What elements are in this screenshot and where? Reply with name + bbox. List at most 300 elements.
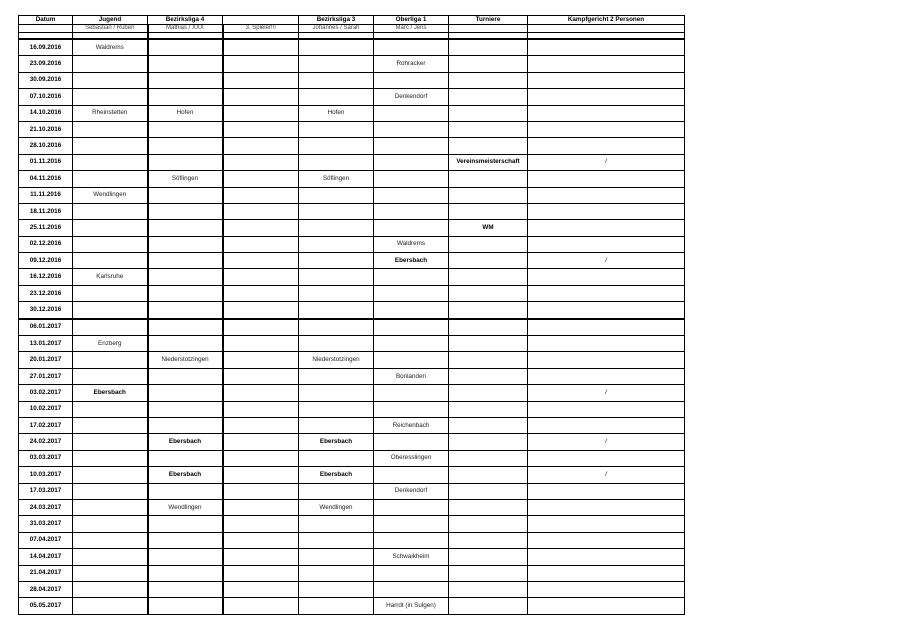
jugend-cell: [73, 549, 148, 565]
turniere-cell: [449, 56, 528, 72]
schedule-row: [19, 56, 685, 72]
bezirksliga3-cell: [299, 532, 374, 548]
schedule-row: [19, 581, 685, 597]
subheader-jugend: Sebastian / Ruben: [73, 25, 148, 33]
bezirksliga4-cell: Ebersbach: [148, 434, 223, 450]
bezirksliga4-cell: [148, 581, 223, 597]
schedule-row: [19, 319, 685, 336]
oberliga1-cell: [374, 401, 449, 417]
spieler3-cell: [223, 352, 299, 368]
turniere-cell: [449, 483, 528, 499]
bezirksliga4-cell: [148, 549, 223, 565]
bezirksliga4-cell: [148, 154, 223, 170]
kampfgericht-cell: [528, 499, 685, 515]
jugend-cell: [73, 352, 148, 368]
bezirksliga3-cell: [299, 516, 374, 532]
kampfgericht-cell: /: [528, 467, 685, 483]
jugend-cell: [73, 220, 148, 236]
kampfgericht-cell: /: [528, 385, 685, 401]
schedule-row: [19, 532, 685, 548]
date-cell: 31.03.2017: [19, 516, 73, 532]
spieler3-cell: [223, 417, 299, 433]
bezirksliga4-cell: [148, 56, 223, 72]
bezirksliga4-cell: [148, 39, 223, 56]
spieler3-cell: [223, 236, 299, 252]
col-header-bezirksliga3: Bezirksliga 3: [299, 16, 374, 25]
kampfgericht-cell: [528, 171, 685, 187]
col-header-turniere: Turniere: [449, 16, 528, 25]
jugend-cell: [73, 236, 148, 252]
bezirksliga4-cell: [148, 598, 223, 614]
kampfgericht-cell: [528, 39, 685, 56]
kampfgericht-cell: [528, 368, 685, 384]
bezirksliga3-cell: [299, 72, 374, 88]
schedule-row: [19, 121, 685, 137]
bezirksliga3-cell: Söflingen: [299, 171, 374, 187]
oberliga1-cell: [374, 203, 449, 219]
bezirksliga4-cell: Hofen: [148, 105, 223, 121]
bezirksliga4-cell: [148, 302, 223, 319]
spieler3-cell: [223, 581, 299, 597]
oberliga1-cell: [374, 121, 449, 137]
bezirksliga4-cell: [148, 72, 223, 88]
kampfgericht-cell: [528, 269, 685, 285]
jugend-cell: [73, 434, 148, 450]
bezirksliga4-cell: [148, 401, 223, 417]
oberliga1-cell: Harrdt (in Sulgen): [374, 598, 449, 614]
bezirksliga4-cell: [148, 483, 223, 499]
kampfgericht-cell: [528, 72, 685, 88]
spieler3-cell: [223, 187, 299, 203]
bezirksliga4-cell: [148, 285, 223, 301]
spieler3-cell: [223, 285, 299, 301]
turniere-cell: [449, 39, 528, 56]
schedule-row: [19, 236, 685, 252]
jugend-cell: [73, 89, 148, 105]
kampfgericht-cell: [528, 203, 685, 219]
bezirksliga3-cell: [299, 39, 374, 56]
schedule-row: [19, 89, 685, 105]
spieler3-cell: [223, 516, 299, 532]
date-cell: 23.12.2016: [19, 285, 73, 301]
jugend-cell: [73, 203, 148, 219]
turniere-cell: [449, 187, 528, 203]
oberliga1-cell: [374, 138, 449, 154]
turniere-cell: [449, 236, 528, 252]
turniere-cell: [449, 385, 528, 401]
kampfgericht-cell: [528, 138, 685, 154]
bezirksliga3-cell: [299, 368, 374, 384]
spieler3-cell: [223, 401, 299, 417]
oberliga1-cell: Waldrems: [374, 236, 449, 252]
jugend-cell: [73, 121, 148, 137]
bezirksliga3-cell: Wendlingen: [299, 499, 374, 515]
oberliga1-cell: Rohracker: [374, 56, 449, 72]
kampfgericht-cell: [528, 483, 685, 499]
col-header-spieler3: [223, 16, 299, 25]
jugend-cell: [73, 302, 148, 319]
bezirksliga4-cell: [148, 269, 223, 285]
date-cell: 24.03.2017: [19, 499, 73, 515]
date-cell: 21.10.2016: [19, 121, 73, 137]
oberliga1-cell: Schwaikheim: [374, 549, 449, 565]
bezirksliga4-cell: [148, 319, 223, 336]
oberliga1-cell: [374, 319, 449, 336]
bezirksliga3-cell: [299, 417, 374, 433]
jugend-cell: Karlsruhe: [73, 269, 148, 285]
oberliga1-cell: [374, 220, 449, 236]
oberliga1-cell: [374, 39, 449, 56]
subheader-datum: [19, 25, 73, 33]
date-cell: 20.01.2017: [19, 352, 73, 368]
jugend-cell: Enzberg: [73, 336, 148, 352]
col-header-oberliga1: Oberliga 1: [374, 16, 449, 25]
oberliga1-cell: [374, 516, 449, 532]
oberliga1-cell: [374, 171, 449, 187]
date-cell: 21.04.2017: [19, 565, 73, 581]
spieler3-cell: [223, 499, 299, 515]
turniere-cell: [449, 352, 528, 368]
oberliga1-cell: Reichenbach: [374, 417, 449, 433]
jugend-cell: [73, 319, 148, 336]
schedule-row: [19, 401, 685, 417]
schedule-row: [19, 434, 685, 450]
turniere-cell: WM: [449, 220, 528, 236]
kampfgericht-cell: [528, 450, 685, 466]
spieler3-cell: [223, 450, 299, 466]
spieler3-cell: [223, 269, 299, 285]
date-cell: 07.10.2016: [19, 89, 73, 105]
spieler3-cell: [223, 319, 299, 336]
jugend-cell: [73, 499, 148, 515]
turniere-cell: [449, 499, 528, 515]
kampfgericht-cell: [528, 565, 685, 581]
bezirksliga3-cell: [299, 56, 374, 72]
jugend-cell: [73, 56, 148, 72]
date-cell: 10.02.2017: [19, 401, 73, 417]
jugend-cell: [73, 581, 148, 597]
jugend-cell: [73, 253, 148, 269]
date-cell: 09.12.2016: [19, 253, 73, 269]
bezirksliga4-cell: [148, 121, 223, 137]
turniere-cell: [449, 138, 528, 154]
turniere-cell: Vereinsmeisterschaft: [449, 154, 528, 170]
schedule-row: [19, 220, 685, 236]
turniere-cell: [449, 434, 528, 450]
turniere-cell: [449, 368, 528, 384]
date-cell: 30.09.2016: [19, 72, 73, 88]
oberliga1-cell: [374, 532, 449, 548]
bezirksliga3-cell: [299, 565, 374, 581]
kampfgericht-cell: [528, 581, 685, 597]
schedule-row: [19, 285, 685, 301]
bezirksliga3-cell: [299, 138, 374, 154]
turniere-cell: [449, 302, 528, 319]
spieler3-cell: [223, 532, 299, 548]
jugend-cell: [73, 516, 148, 532]
bezirksliga4-cell: Wendlingen: [148, 499, 223, 515]
schedule-row: [19, 105, 685, 121]
date-cell: 24.02.2017: [19, 434, 73, 450]
bezirksliga4-cell: [148, 368, 223, 384]
spieler3-cell: [223, 598, 299, 614]
bezirksliga3-cell: [299, 319, 374, 336]
subheader-bezirksliga3: Johannes / Sarah: [299, 25, 374, 33]
spieler3-cell: [223, 302, 299, 319]
oberliga1-cell: [374, 105, 449, 121]
turniere-cell: [449, 549, 528, 565]
oberliga1-cell: [374, 467, 449, 483]
bezirksliga3-cell: [299, 236, 374, 252]
spieler3-cell: [223, 220, 299, 236]
kampfgericht-cell: [528, 302, 685, 319]
bezirksliga4-cell: [148, 516, 223, 532]
kampfgericht-cell: /: [528, 434, 685, 450]
schedule-row: [19, 565, 685, 581]
jugend-cell: [73, 565, 148, 581]
col-header-datum: Datum: [19, 16, 73, 25]
oberliga1-cell: Bonlanden: [374, 368, 449, 384]
turniere-cell: [449, 336, 528, 352]
spieler3-cell: [223, 203, 299, 219]
schedule-row: [19, 467, 685, 483]
jugend-cell: Ebersbach: [73, 385, 148, 401]
kampfgericht-cell: [528, 598, 685, 614]
date-cell: 01.11.2016: [19, 154, 73, 170]
schedule-row: [19, 352, 685, 368]
jugend-cell: Waldrems: [73, 39, 148, 56]
kampfgericht-cell: [528, 532, 685, 548]
spieler3-cell: [223, 39, 299, 56]
oberliga1-cell: Ebersbach: [374, 253, 449, 269]
kampfgericht-cell: [528, 236, 685, 252]
kampfgericht-cell: [528, 285, 685, 301]
schedule-row: [19, 483, 685, 499]
bezirksliga3-cell: [299, 269, 374, 285]
oberliga1-cell: Denkendorf: [374, 89, 449, 105]
col-header-jugend: Jugend: [73, 16, 148, 25]
oberliga1-cell: [374, 154, 449, 170]
date-cell: 17.03.2017: [19, 483, 73, 499]
oberliga1-cell: Denkendorf: [374, 483, 449, 499]
schedule-row: [19, 302, 685, 319]
jugend-cell: [73, 598, 148, 614]
spieler3-cell: [223, 565, 299, 581]
turniere-cell: [449, 253, 528, 269]
bezirksliga4-cell: [148, 203, 223, 219]
schedule-row: [19, 549, 685, 565]
kampfgericht-cell: [528, 549, 685, 565]
bezirksliga3-cell: [299, 187, 374, 203]
jugend-cell: [73, 483, 148, 499]
schedule-row: [19, 516, 685, 532]
date-cell: 17.02.2017: [19, 417, 73, 433]
bezirksliga3-cell: [299, 385, 374, 401]
schedule-row: [19, 417, 685, 433]
schedule-row: [19, 171, 685, 187]
turniere-cell: [449, 105, 528, 121]
bezirksliga4-cell: [148, 565, 223, 581]
spieler3-cell: [223, 253, 299, 269]
date-cell: 14.04.2017: [19, 549, 73, 565]
bezirksliga3-cell: [299, 401, 374, 417]
bezirksliga4-cell: Söflingen: [148, 171, 223, 187]
date-cell: 11.11.2016: [19, 187, 73, 203]
bezirksliga4-cell: [148, 417, 223, 433]
spieler3-cell: [223, 467, 299, 483]
spieler3-cell: [223, 154, 299, 170]
oberliga1-cell: [374, 352, 449, 368]
date-cell: 16.09.2016: [19, 39, 73, 56]
bezirksliga4-cell: [148, 138, 223, 154]
bezirksliga3-cell: Niederstotzingen: [299, 352, 374, 368]
date-cell: 05.05.2017: [19, 598, 73, 614]
bezirksliga4-cell: Niederstotzingen: [148, 352, 223, 368]
spieler3-cell: [223, 72, 299, 88]
bezirksliga3-cell: [299, 89, 374, 105]
turniere-cell: [449, 171, 528, 187]
date-cell: 28.04.2017: [19, 581, 73, 597]
turniere-cell: [449, 72, 528, 88]
jugend-cell: [73, 467, 148, 483]
date-cell: 03.02.2017: [19, 385, 73, 401]
turniere-cell: [449, 319, 528, 336]
date-cell: 23.09.2016: [19, 56, 73, 72]
oberliga1-cell: [374, 581, 449, 597]
schedule-row: [19, 72, 685, 88]
spieler3-cell: [223, 138, 299, 154]
turniere-cell: [449, 203, 528, 219]
date-cell: 06.01.2017: [19, 319, 73, 336]
jugend-cell: [73, 72, 148, 88]
bezirksliga3-cell: [299, 450, 374, 466]
kampfgericht-cell: [528, 89, 685, 105]
oberliga1-cell: [374, 285, 449, 301]
date-cell: 13.01.2017: [19, 336, 73, 352]
bezirksliga4-cell: [148, 385, 223, 401]
date-cell: 10.03.2017: [19, 467, 73, 483]
schedule-row: [19, 385, 685, 401]
kampfgericht-cell: [528, 187, 685, 203]
date-cell: 18.11.2016: [19, 203, 73, 219]
bezirksliga3-cell: Ebersbach: [299, 467, 374, 483]
kampfgericht-cell: [528, 319, 685, 336]
kampfgericht-cell: [528, 121, 685, 137]
turniere-cell: [449, 532, 528, 548]
date-cell: 16.12.2016: [19, 269, 73, 285]
oberliga1-cell: [374, 434, 449, 450]
kampfgericht-cell: [528, 336, 685, 352]
turniere-cell: [449, 401, 528, 417]
kampfgericht-cell: /: [528, 154, 685, 170]
subheader-row: [19, 25, 685, 33]
turniere-cell: [449, 598, 528, 614]
jugend-cell: [73, 171, 148, 187]
oberliga1-cell: [374, 565, 449, 581]
kampfgericht-cell: [528, 56, 685, 72]
kampfgericht-cell: [528, 105, 685, 121]
bezirksliga4-cell: [148, 220, 223, 236]
bezirksliga3-cell: [299, 598, 374, 614]
subheader-oberliga1: Marc / Jens: [374, 25, 449, 33]
jugend-cell: [73, 417, 148, 433]
schedule-row: [19, 154, 685, 170]
turniere-cell: [449, 269, 528, 285]
oberliga1-cell: [374, 385, 449, 401]
turniere-cell: [449, 417, 528, 433]
bezirksliga4-cell: [148, 253, 223, 269]
turniere-cell: [449, 285, 528, 301]
kampfgericht-cell: /: [528, 253, 685, 269]
bezirksliga4-cell: [148, 89, 223, 105]
kampfgericht-cell: [528, 417, 685, 433]
bezirksliga4-cell: [148, 187, 223, 203]
date-cell: 07.04.2017: [19, 532, 73, 548]
bezirksliga3-cell: [299, 302, 374, 319]
jugend-cell: [73, 532, 148, 548]
jugend-cell: [73, 285, 148, 301]
spieler3-cell: [223, 434, 299, 450]
date-cell: 27.01.2017: [19, 368, 73, 384]
schedule-row: [19, 450, 685, 466]
spieler3-cell: [223, 171, 299, 187]
turniere-cell: [449, 516, 528, 532]
schedule-row: [19, 499, 685, 515]
bezirksliga3-cell: [299, 549, 374, 565]
schedule-row: [19, 253, 685, 269]
schedule-row: [19, 336, 685, 352]
bezirksliga3-cell: Hofen: [299, 105, 374, 121]
bezirksliga3-cell: [299, 336, 374, 352]
kampfgericht-cell: [528, 516, 685, 532]
schedule-row: [19, 269, 685, 285]
schedule-row: [19, 39, 685, 56]
bezirksliga4-cell: [148, 450, 223, 466]
bezirksliga3-cell: [299, 483, 374, 499]
oberliga1-cell: [374, 499, 449, 515]
date-cell: 02.12.2016: [19, 236, 73, 252]
bezirksliga3-cell: Ebersbach: [299, 434, 374, 450]
spieler3-cell: [223, 121, 299, 137]
jugend-cell: Wendlingen: [73, 187, 148, 203]
oberliga1-cell: [374, 187, 449, 203]
date-cell: 03.03.2017: [19, 450, 73, 466]
oberliga1-cell: [374, 336, 449, 352]
turniere-cell: [449, 565, 528, 581]
oberliga1-cell: [374, 269, 449, 285]
schedule-row: [19, 187, 685, 203]
bezirksliga3-cell: [299, 220, 374, 236]
subheader-kampfgericht: [528, 25, 685, 33]
kampfgericht-cell: [528, 220, 685, 236]
jugend-cell: Rheinstetten: [73, 105, 148, 121]
bezirksliga3-cell: [299, 581, 374, 597]
date-cell: 28.10.2016: [19, 138, 73, 154]
turniere-cell: [449, 467, 528, 483]
schedule-table: [18, 15, 685, 615]
subheader-bezirksliga4: Mathias / XXX: [148, 25, 223, 33]
spieler3-cell: [223, 336, 299, 352]
bezirksliga3-cell: [299, 121, 374, 137]
jugend-cell: [73, 450, 148, 466]
oberliga1-cell: Oberesslingen: [374, 450, 449, 466]
turniere-cell: [449, 450, 528, 466]
turniere-cell: [449, 121, 528, 137]
spieler3-cell: [223, 368, 299, 384]
date-cell: 04.11.2016: [19, 171, 73, 187]
bezirksliga3-cell: [299, 154, 374, 170]
header-row: [19, 16, 685, 25]
